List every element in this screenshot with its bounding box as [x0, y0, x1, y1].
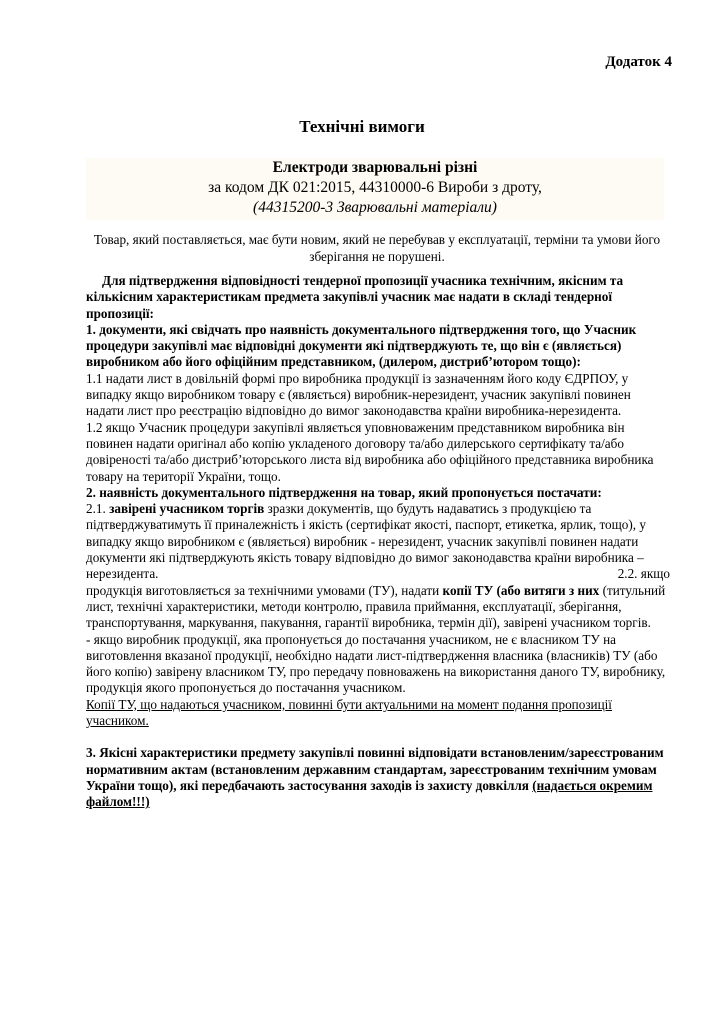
section-3 [86, 745, 670, 810]
section-2-2 [86, 583, 670, 632]
product-block [86, 158, 664, 220]
section-3-underlined: (надається окремим файлом!!!) [86, 777, 653, 810]
section-2-2-text-a: продукція виготовляється за технічними умовами (ТУ), надати [86, 582, 443, 598]
product-code: за кодом ДК 021:2015, 44310000-6 Вироби з дроту, [208, 179, 542, 196]
lead-paragraph: Для підтвердження відповідності тендерної пропозиції учасника технічним, якісним та кількісним характеристикам предмета закупівлі учасник має надати в складі тендерної пропозиції: [86, 273, 624, 321]
page-title: Технічні вимоги [299, 117, 425, 136]
requirements-body [86, 273, 670, 811]
section-2-1-bold: завірені учасником торгів [109, 501, 265, 517]
section-2-1 [86, 501, 670, 582]
section-2-3: - якщо виробник продукції, яка пропонується до постачання учасником, не є власником ТУ на виготовлення вказаної продукції, необхідно надати лист-підтвердження власника (власників) ТУ (або його копію) завірену власником ТУ, про передачу повноважень на використання даного ТУ, виробнику, продукція якого пропонується до постачання учасником. [86, 631, 666, 696]
section-2-4: Копії ТУ, що надаються учасником, повинні бути актуальними на момент подання пропозиції учасником. [86, 696, 612, 729]
product-subcode: (44315200-3 Зварювальні матеріали) [253, 199, 497, 216]
appendix-label: Додаток 4 [605, 54, 672, 70]
section-2-1-text: зразки документів, що будуть надаватись з продукцією та підтверджуватимуть її приналежність і якість (сертифікат якості, паспорт, етикетка, ярлик, тощо), у випадку якщо виробником є (являється) виробник - нерезидент, учасник закупівлі повинен надати документи які підтверджують якість товару відповідно до вимог законодавства країни виробника – нерезидента. [86, 501, 646, 582]
intro-text: Товар, який поставляється, має бути новим, який не перебував у експлуатації, терміни та умови його зберігання не порушені. [93, 232, 661, 264]
section-2-2-bold: копії ТУ (або витяги з них [442, 582, 600, 598]
product-name: Електроди зварювальні різні [272, 159, 478, 176]
spacer [86, 729, 670, 745]
section-1-1: 1.1 надати лист в довільній формі про виробника продукції із зазначенням його коду ЄДРПОУ, у випадку якщо виробником товару є (являється) виробник-нерезидент, учасник закупівлі повинен надати лист про реєстрацію відповідно до вимог законодавства країни виробника-нерезидента. [86, 370, 631, 419]
section-2-heading: 2. наявність документального підтвердження на товар, який пропонується постачати: [86, 484, 602, 500]
section-3-text: 3. Якісні характеристики предмету закупівлі повинні відповідати встановленим/зареєстрованим нормативним актам (встановленим державним стандартам, зареєстрованим технічним умовам України тощо), які передбачають застосування заходів із захисту довкілля [86, 745, 664, 793]
section-2-2-text-b: (титульний лист, технічні характеристики, методи контролю, правила приймання, експлуатації, зберігання, транспортування, маркування, пакування, гарантії виробника, термін дії), завірені учасником торгів. [86, 582, 666, 631]
section-1-heading: 1. документи, які свідчать про наявність документального підтвердження того, що Учасник процедури закупівлі має відповідні документи які підтверджують те, що він є (являється) виробником або його офіційним представником, (дилером, дистриб’ютором тощо): [86, 321, 637, 370]
section-2-2-label: 2.2. якщо [617, 566, 670, 582]
section-2-1-prefix: 2.1. [86, 501, 110, 517]
section-1-2: 1.2 якщо Учасник процедури закупівлі являється уповноваженим представником виробника він повинен надати оригінал або копію укладеного договору та/або дилерського сертифікату та/або довіреності та/або дистриб’юторського листа від виробника або офіційного представника виробника товару на території України, тощо. [86, 419, 654, 484]
